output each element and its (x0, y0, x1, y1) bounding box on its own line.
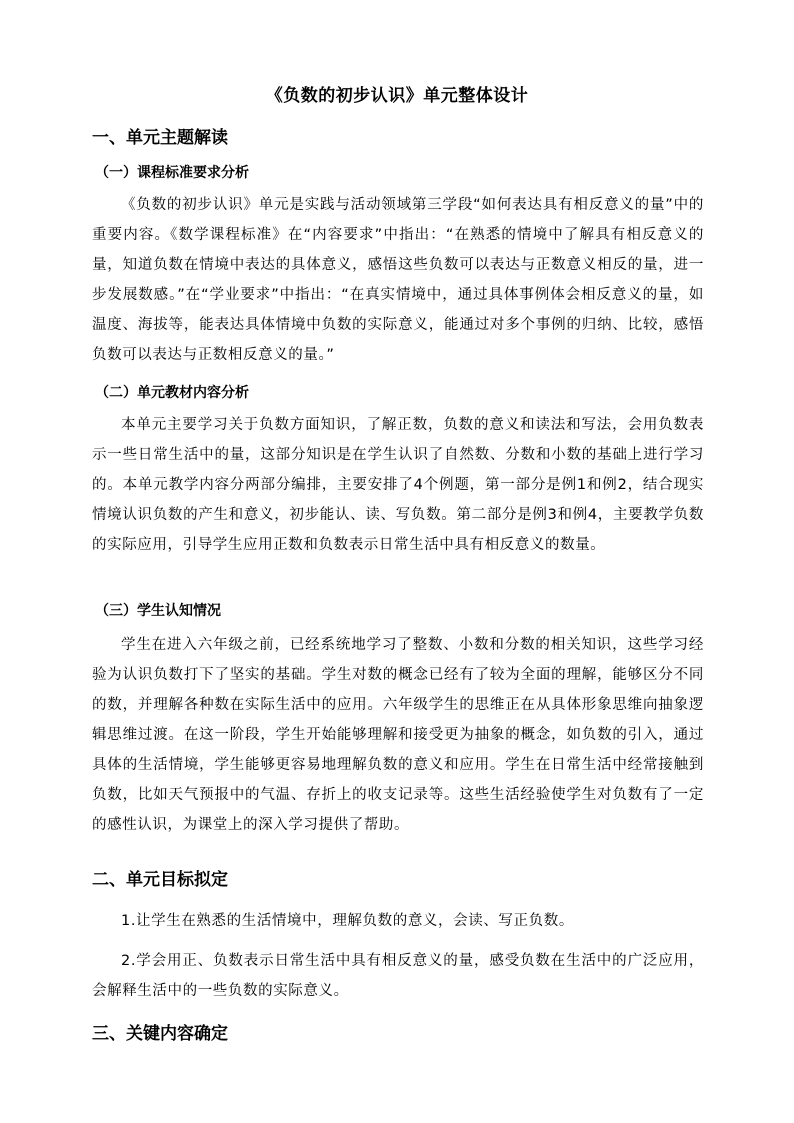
paragraph-textbook: 本单元主要学习关于负数方面知识，了解正数，负数的意义和读法和写法，会用负数表示一些日常生活中的量，这部分知识是在学生认识了自然数、分数和小数的基础上进行学习的。本单元教学内容分两部分编排，主要安排了4个例题，第一部分是例1和例2，结合现实情境认识负数的产生和意义，初步能认、读、写负数。第二部分是例3和例4，主要教学负数的实际应用，引导学生应用正数和负数表示日常生活中具有相反意义的数量。 (92, 417, 704, 553)
section-heading-theme: 一、单元主题解读 (92, 128, 228, 148)
subsection-heading-curriculum: （一）课程标准要求分析 (95, 165, 249, 181)
goal-item-1: 1.让学生在熟悉的生活情境中，理解负数的意义，会读、写正负数。 (121, 913, 574, 929)
section-heading-goals: 二、单元目标拟定 (92, 870, 228, 890)
goal-item-2: 2.学会用正、负数表示日常生活中具有相反意义的量，感受负数在生活中的广泛应用，会解释生活中的一些负数的实际意义。 (92, 953, 704, 999)
subsection-heading-cognition: （三）学生认知情况 (95, 603, 221, 619)
paragraph-curriculum: 《负数的初步认识》单元是实践与活动领域第三学段“如何表达具有相反意义的量”中的重要内容。《数学课程标准》在“内容要求”中指出：“在熟悉的情境中了解具有相反意义的量，知道负数在情境中表达的具体意义，感悟这些负数可以表达与正数意义相反的量，进一步发展数感。”在“学业要求”中指出：“在真实情境中，通过具体事例体会相反意义的量，如温度、海拔等，能表达具体情境中负数的实际意义，能通过对多个事例的归纳、比较，感悟负数可以表达与正数相反意义的量。” (92, 197, 704, 363)
paragraph-cognition: 学生在进入六年级之前，已经系统地学习了整数、小数和分数的相关知识，这些学习经验为认识负数打下了坚实的基础。学生对数的概念已经有了较为全面的理解，能够区分不同的数，并理解各种数在实际生活中的应用。六年级学生的思维正在从具体形象思维向抽象逻辑思维过渡。在这一阶段，学生开始能够理解和接受更为抽象的概念，如负数的引入，通过具体的生活情境，学生能够更容易地理解负数的意义和应用。学生在日常生活中经常接触到负数，比如天气预报中的气温、存折上的收支记录等。这些生活经验使学生对负数有了一定的感性认识，为课堂上的深入学习提供了帮助。 (92, 637, 704, 833)
subsection-heading-textbook: （二）单元教材内容分析 (95, 385, 249, 401)
section-heading-key-content: 三、关键内容确定 (92, 1024, 228, 1044)
document-title: 《负数的初步认识》单元整体设计 (265, 86, 529, 106)
